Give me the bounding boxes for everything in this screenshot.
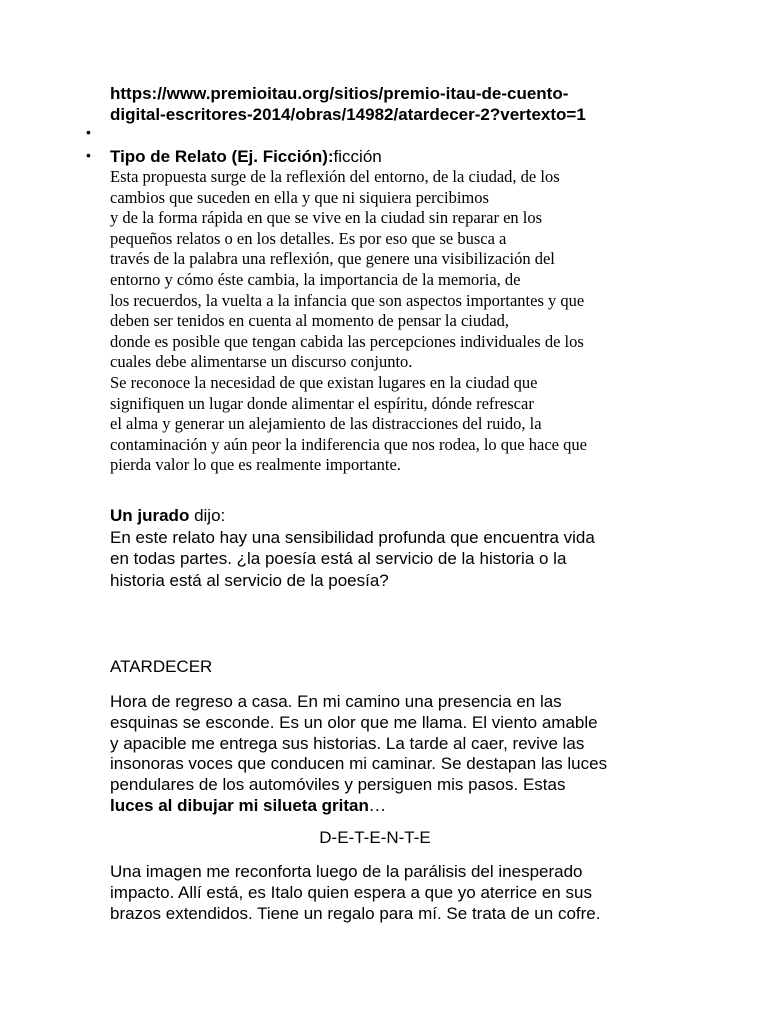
story-line: Hora de regreso a casa. En mi camino una presencia en las — [110, 692, 562, 711]
story-line — [110, 796, 690, 817]
jury-line: en todas partes. ¿la poesía está al servicio de la historia o la — [110, 549, 567, 568]
jury-heading — [110, 505, 670, 527]
description-line: el alma y generar un alejamiento de las distracciones del ruido, la — [110, 414, 542, 434]
description-line: contaminación y aún peor la indiferencia que nos rodea, lo que hace que — [110, 434, 587, 454]
source-url[interactable] — [110, 83, 710, 125]
story-description — [110, 167, 670, 476]
description-line: donde es posible que tengan cabida las percepciones individuales de los — [110, 331, 584, 351]
url-line-1[interactable]: https://www.premioitau.org/sitios/premio-itau-de-cuento- — [110, 84, 569, 103]
story-line-bold: luces al dibujar mi silueta gritan — [110, 795, 369, 815]
description-line: pequeños relatos o en los detalles. Es por eso que se busca a — [110, 228, 507, 248]
story-line: y apacible me entrega sus historias. La tarde al caer, revive las — [110, 733, 585, 753]
description-line: través de la palabra una reflexión, que genere una visibilización del — [110, 249, 555, 269]
story-type — [110, 146, 382, 168]
jury-label: Un jurado — [110, 506, 190, 525]
description-line: y de la forma rápida en que se vive en la ciudad sin reparar en los — [110, 208, 543, 228]
description-line: los recuerdos, la vuelta a la infancia que son aspectos importantes y que — [110, 290, 585, 310]
description-line: signifiquen un lugar donde alimentar el espíritu, dónde refrescar — [110, 393, 534, 413]
bullet-icon: • — [86, 147, 91, 163]
story-line-ellipsis: … — [368, 795, 386, 815]
story-type-label: Tipo de Relato (Ej. Ficción): — [110, 147, 334, 166]
description-line: deben ser tenidos en cuenta al momento de pensar la ciudad, — [110, 311, 510, 331]
jury-said: dijo: — [189, 506, 226, 525]
description-line: pierda valor lo que es realmente importante. — [110, 455, 401, 475]
story-type-value: ficción — [333, 147, 382, 166]
story-line: esquinas se esconde. Es un olor que me llama. El viento amable — [110, 712, 598, 732]
description-line: Se reconoce la necesidad de que existan lugares en la ciudad que — [110, 372, 538, 392]
description-line: cuales debe alimentarse un discurso conjunto. — [110, 352, 413, 372]
story-line: brazos extendidos. Tiene un regalo para mí. Se trata de un cofre. — [110, 903, 601, 923]
description-line: Esta propuesta surge de la reflexión del entorno, de la ciudad, de los — [110, 167, 560, 186]
story-title: ATARDECER — [110, 657, 213, 676]
story-paragraph-2 — [110, 862, 690, 924]
story-line: impacto. Allí está, es Italo quien espera a que yo aterrice en sus — [110, 882, 592, 902]
story-line: insonoras voces que conducen mi caminar. Se destapan las luces — [110, 754, 608, 774]
url-line-2[interactable]: digital-escritores-2014/obras/14982/atardecer-2?vertexto=1 — [110, 105, 586, 124]
jury-comment — [110, 505, 670, 591]
jury-line: En este relato hay una sensibilidad profunda que encuentra vida — [110, 527, 595, 547]
story-line: pendulares de los automóviles y persiguen mis pasos. Estas — [110, 775, 566, 795]
story-line: Una imagen me reconforta luego de la parálisis del inesperado — [110, 862, 583, 881]
jury-line: historia está al servicio de la poesía? — [110, 570, 389, 590]
description-line: cambios que suceden en ella y que ni siquiera percibimos — [110, 187, 489, 207]
story-paragraph-1 — [110, 692, 690, 817]
detente-heading: D-E-T-E-N-T-E — [319, 828, 431, 847]
description-line: entorno y cómo éste cambia, la importancia de la memoria, de — [110, 269, 521, 289]
bullet-icon: • — [86, 124, 91, 140]
